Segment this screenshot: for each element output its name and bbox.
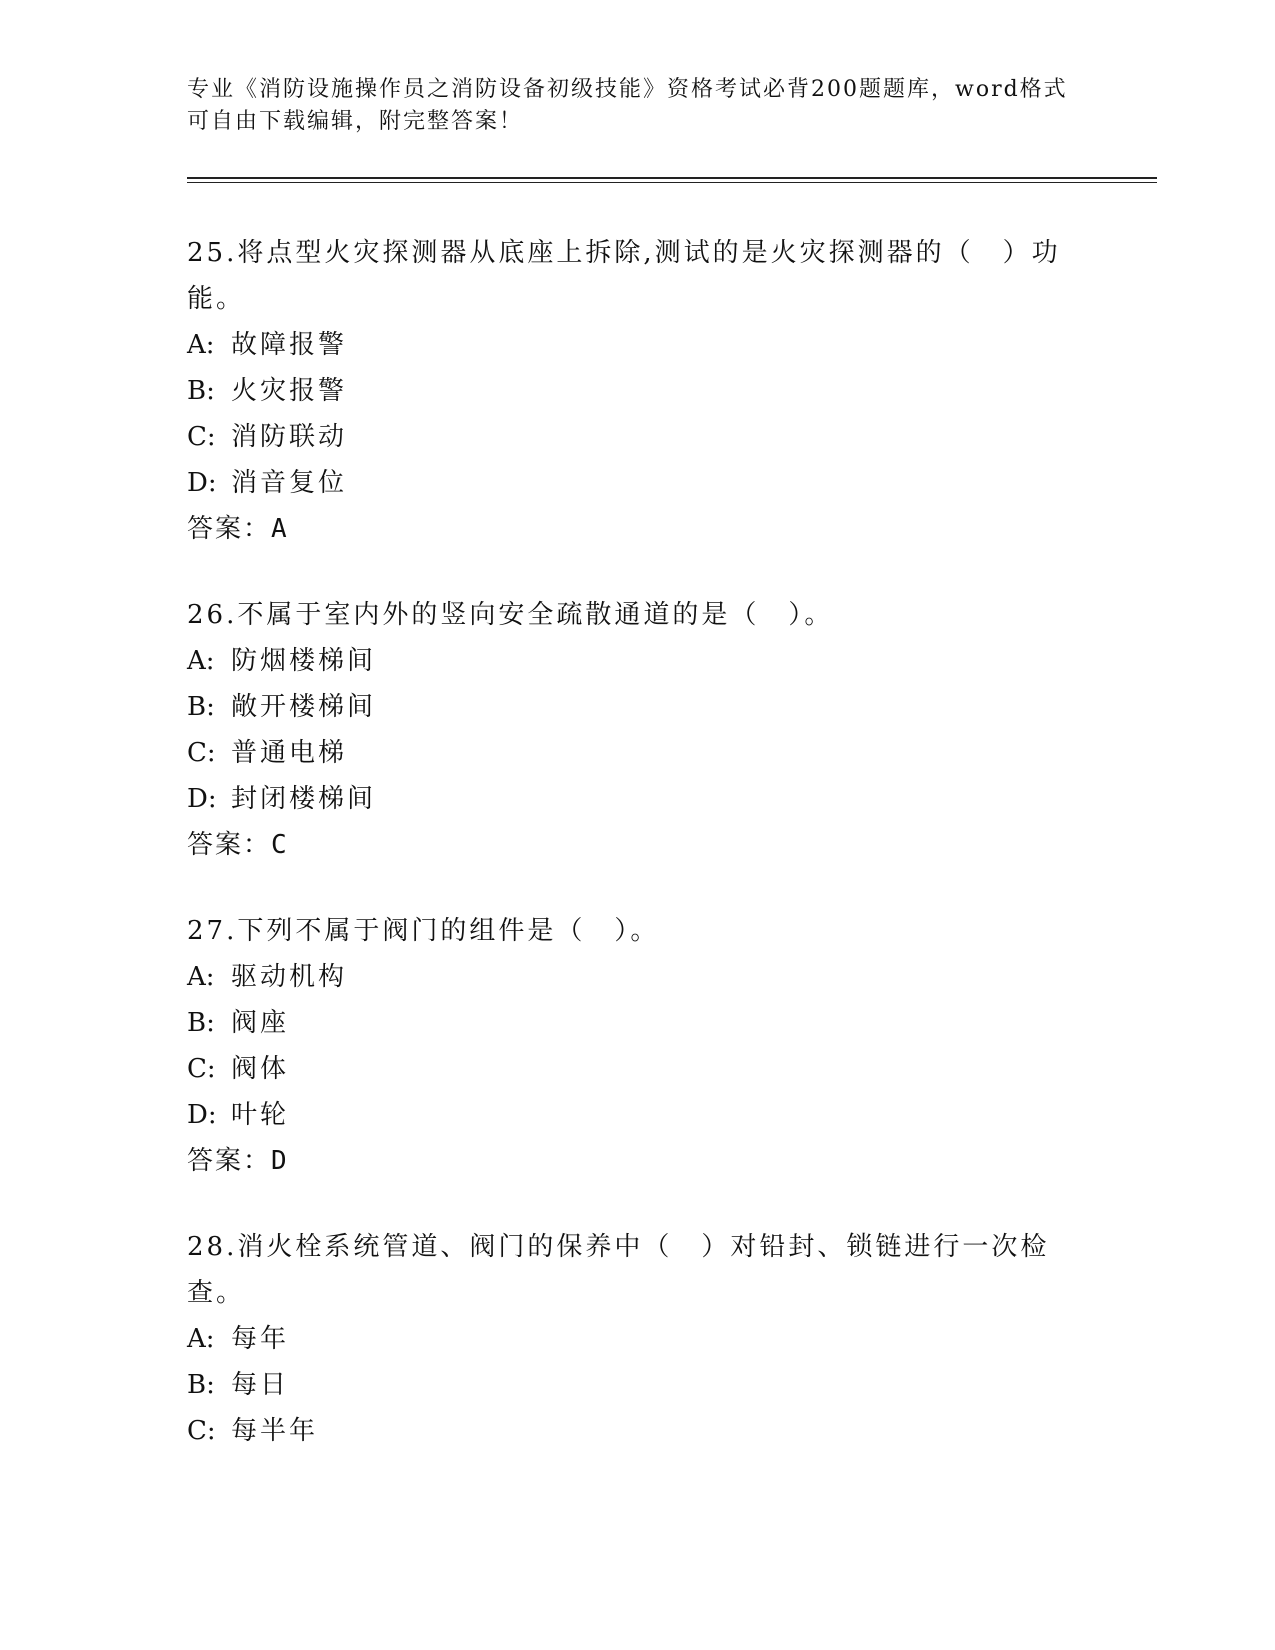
option-b	[187, 684, 1087, 730]
option-text: 普通电梯	[231, 738, 348, 768]
option-text: 防烟楼梯间	[231, 646, 377, 676]
option-a	[187, 638, 1087, 684]
document-header: 专业《消防设施操作员之消防设备初级技能》资格考试必背200题题库，word格式可自由下载编辑，附完整答案！	[187, 77, 1068, 134]
question-stem: 26.不属于室内外的竖向安全疏散通道的是（ ）。	[187, 600, 834, 630]
answer-line	[187, 1138, 1087, 1184]
option-key: A:	[187, 330, 215, 360]
option-text: 封闭楼梯间	[231, 784, 377, 814]
answer-line	[187, 822, 1087, 868]
option-b	[187, 1000, 1087, 1046]
question-25	[187, 230, 1087, 552]
option-text: 阀座	[231, 1008, 290, 1038]
option-key: C:	[187, 422, 216, 452]
option-text: 消音复位	[231, 468, 348, 498]
option-text: 敞开楼梯间	[231, 692, 377, 722]
option-key: B:	[187, 692, 215, 722]
option-key: B:	[187, 1370, 215, 1400]
option-key: A:	[187, 962, 215, 992]
answer-label: 答案：	[187, 514, 272, 544]
option-key: D:	[187, 468, 217, 498]
header-divider-thick	[187, 177, 1157, 179]
option-text: 每年	[231, 1324, 290, 1354]
option-key: C:	[187, 1054, 216, 1084]
option-key: C:	[187, 738, 216, 768]
question-stem: 25.将点型火灾探测器从底座上拆除,测试的是火灾探测器的（ ）功能。	[187, 238, 1061, 314]
option-text: 每日	[231, 1370, 290, 1400]
option-text: 故障报警	[231, 330, 348, 360]
option-d	[187, 460, 1087, 506]
option-c	[187, 414, 1087, 460]
option-b	[187, 1362, 1087, 1408]
option-c	[187, 1046, 1087, 1092]
option-key: B:	[187, 376, 215, 406]
answer-label: 答案：	[187, 1146, 272, 1176]
option-key: A:	[187, 1324, 215, 1354]
option-c	[187, 1408, 1087, 1454]
option-text: 叶轮	[231, 1100, 290, 1130]
question-27	[187, 908, 1087, 1184]
option-key: D:	[187, 784, 217, 814]
option-b	[187, 368, 1087, 414]
option-key: A:	[187, 646, 215, 676]
option-d	[187, 776, 1087, 822]
question-28	[187, 1224, 1087, 1454]
option-key: D:	[187, 1100, 217, 1130]
option-a	[187, 322, 1087, 368]
option-a	[187, 954, 1087, 1000]
question-26	[187, 592, 1087, 868]
option-d	[187, 1092, 1087, 1138]
answer-value: A	[271, 514, 289, 544]
option-text: 消防联动	[231, 422, 348, 452]
question-stem: 28.消火栓系统管道、阀门的保养中（ ）对铅封、锁链进行一次检查。	[187, 1232, 1050, 1308]
option-c	[187, 730, 1087, 776]
option-text: 每半年	[231, 1416, 319, 1446]
header-divider-thin	[187, 182, 1157, 183]
answer-line	[187, 506, 1087, 552]
option-key: B:	[187, 1008, 215, 1038]
option-key: C:	[187, 1416, 216, 1446]
answer-value: C	[271, 830, 289, 860]
question-stem: 27.下列不属于阀门的组件是（ ）。	[187, 916, 660, 946]
answer-label: 答案：	[187, 830, 272, 860]
option-a	[187, 1316, 1087, 1362]
option-text: 阀体	[231, 1054, 290, 1084]
option-text: 火灾报警	[231, 376, 348, 406]
option-text: 驱动机构	[231, 962, 348, 992]
answer-value: D	[271, 1146, 289, 1176]
